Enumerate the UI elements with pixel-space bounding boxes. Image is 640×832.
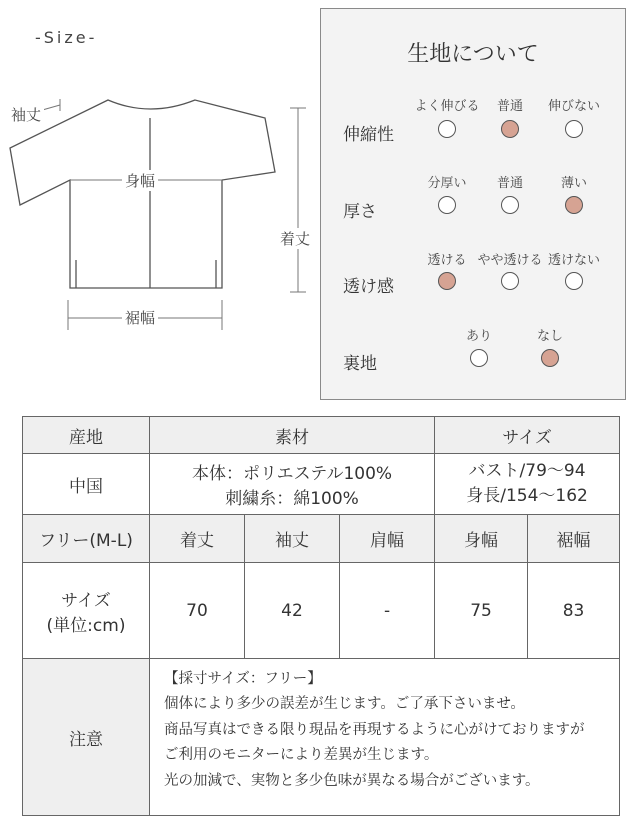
size-section-title: -Size- [35,28,98,47]
measure-value: 42 [245,563,340,659]
rating-circle [438,196,456,214]
material-value [150,454,435,515]
product-spec-table [22,416,620,816]
measure-header: フリー(M-L) [23,515,150,563]
notes-content [150,659,620,816]
rating-circle-selected [501,120,519,138]
option-label: やや透ける [477,253,543,268]
option-label: 分厚い [427,176,467,191]
size-header: サイズ [435,417,620,454]
measure-value: 70 [150,563,245,659]
hem-width-label: 裾幅 [122,307,158,328]
option-label: 薄い [560,176,588,191]
column-header: 着丈 [150,515,245,563]
column-header: 身幅 [435,515,528,563]
origin-header: 産地 [23,417,150,454]
notes-label: 注意 [23,659,150,816]
column-header: 肩幅 [340,515,435,563]
body-width-label: 身幅 [122,170,158,191]
size-line: 身長/154〜162 [466,486,588,506]
garment-outline [0,60,320,350]
lining-label: 裏地 [343,354,377,374]
option-label: 伸びない [547,99,601,114]
option-label: 透ける [427,253,467,268]
measure-value: - [340,563,435,659]
note-line: 個体により多少の誤差が生じます。ご了承下さいませ。 [164,696,525,713]
rating-circle [565,272,583,290]
size-range-value [435,454,620,515]
note-line: 光の加減で、実物と多少色味が異なる場合がございます。 [164,772,540,789]
rating-circle-selected [438,272,456,290]
size-line: バスト/79〜94 [468,461,586,482]
column-header: 裾幅 [528,515,620,563]
rating-circle [501,272,519,290]
origin-value: 中国 [23,454,150,515]
option-label: 普通 [496,99,524,114]
garment-size-diagram [0,60,320,350]
material-line: 刺繍糸：綿100% [225,489,359,509]
fabric-info-panel [320,8,626,400]
rating-circle [470,349,488,367]
note-line: 商品写真はできる限り現品を再現するように心がけておりますが [164,721,585,738]
fabric-panel-title: 生地について [407,42,539,67]
size-row-label [23,563,150,659]
measure-value: 83 [528,563,620,659]
thickness-label: 厚さ [343,202,377,222]
note-line: ご利用のモニターにより差異が生じます。 [164,747,439,764]
rating-circle [438,120,456,138]
sleeve-length-label: 袖丈 [8,104,44,125]
option-label: なし [536,329,564,344]
option-label: よく伸びる [414,99,480,114]
rating-circle-selected [541,349,559,367]
option-label: あり [465,329,493,344]
rating-circle-selected [565,196,583,214]
row-label-line: (単位:cm) [46,615,126,636]
stretch-label: 伸縮性 [343,125,394,145]
sheerness-label: 透け感 [343,277,394,297]
total-length-label: 着丈 [277,228,313,249]
measure-value: 75 [435,563,528,659]
option-label: 透けない [547,253,601,268]
option-label: 普通 [496,176,524,191]
note-line: 【採寸サイズ：フリー】 [164,671,322,687]
material-line: 本体：ポリエステル100% [191,464,393,484]
rating-circle [565,120,583,138]
row-label-line: サイズ [61,590,111,611]
rating-circle [501,196,519,214]
column-header: 袖丈 [245,515,340,563]
material-header: 素材 [150,417,435,454]
